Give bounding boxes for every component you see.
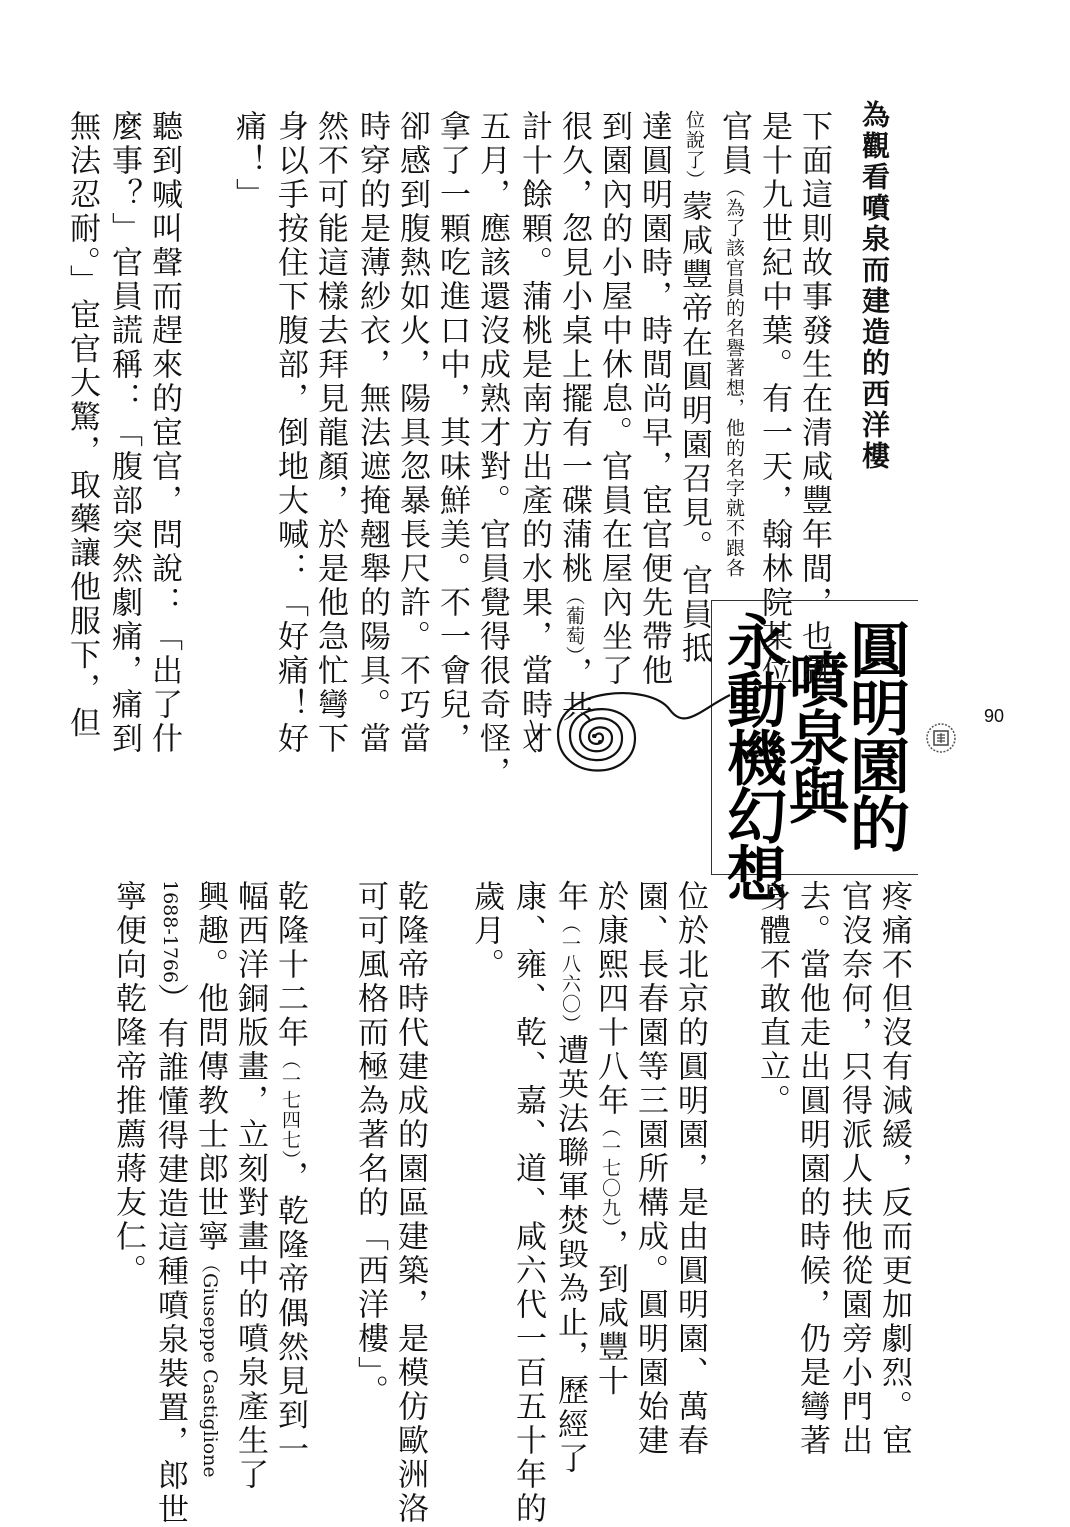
text-segment: 興趣。他問傳教士郎世寧 bbox=[192, 880, 228, 1254]
annotation-note: （葡萄） bbox=[563, 586, 585, 657]
text-segment: 於康熙四十八年 bbox=[592, 880, 628, 1118]
text-line bbox=[152, 880, 188, 1527]
text-segment: 年 bbox=[552, 880, 588, 914]
text-line: 痛！」 bbox=[230, 110, 266, 212]
text-line: 可可風格而極為著名的「西洋樓」。 bbox=[352, 880, 388, 1409]
text-segment: 官員 bbox=[716, 110, 752, 178]
text-segment: ，共 bbox=[556, 656, 592, 725]
text-line: 到園內的小屋中休息。官員在屋內坐了 bbox=[596, 110, 632, 688]
chapter-title-line-1: 圓明園的 bbox=[840, 619, 910, 851]
text-segment: 蒙咸豐帝在圓明園召見。官員抵 bbox=[676, 190, 712, 666]
text-line: 身體不敢直立。 bbox=[754, 880, 790, 1118]
text-line: 去。當他走出圓明園的時候，仍是彎著 bbox=[794, 880, 830, 1458]
text-line bbox=[716, 110, 752, 578]
annotation-note: （為了該官員的名譽著想，他的名字就不跟各 bbox=[723, 178, 745, 578]
annotation-note: （一七四七） bbox=[279, 1050, 301, 1161]
annotation-note: 1688-1766 bbox=[159, 880, 181, 984]
text-line bbox=[556, 110, 592, 725]
text-line: 官沒奈何，只得派人扶他從園旁小門出 bbox=[836, 880, 872, 1458]
text-line: 疼痛不但沒有減緩，反而更加劇烈。宦 bbox=[876, 880, 912, 1458]
annotation-note: （一七〇九） bbox=[599, 1118, 621, 1229]
text-line: 聽到喊叫聲而趕來的宦官，問說：「出了什 bbox=[146, 110, 182, 756]
text-line: 歲月。 bbox=[468, 880, 504, 982]
annotation-note: 位說了） bbox=[683, 110, 705, 190]
text-line bbox=[592, 880, 628, 1399]
section-heading: 為觀看噴泉而建造的西洋樓 bbox=[858, 100, 891, 472]
text-line: 然不可能這樣去拜見龍顏，於是他急忙彎下 bbox=[312, 110, 348, 756]
text-line: 是十九世紀中葉。有一天，翰林院某位 bbox=[756, 110, 792, 688]
text-segment: ，到咸豐十 bbox=[592, 1228, 628, 1399]
text-line: 乾隆帝時代建成的園區建築，是模仿歐洲洛 bbox=[392, 880, 428, 1526]
annotation-note: （Giuseppe Castiglione bbox=[199, 1254, 221, 1478]
seal-icon bbox=[925, 722, 957, 754]
text-line bbox=[192, 880, 228, 1478]
text-line: 園、長春園等三園所構成。圓明園始建 bbox=[632, 880, 668, 1458]
text-line: 幅西洋銅版畫，立刻對畫中的噴泉產生了 bbox=[232, 880, 268, 1492]
page-number: 90 bbox=[984, 706, 1005, 726]
text-line: 麼事？」官員謊稱：「腹部突然劇痛，痛到 bbox=[106, 110, 142, 756]
chapter-title-line-2: 噴泉與 bbox=[779, 649, 849, 823]
text-segment: ，乾隆帝偶然見到一 bbox=[272, 1160, 308, 1467]
text-line bbox=[552, 880, 588, 1476]
annotation-note: （一八六〇） bbox=[559, 914, 581, 1034]
text-line: 五月，應該還沒成熟才對。官員覺得很奇怪， bbox=[474, 110, 510, 790]
text-segment: 乾隆十二年 bbox=[272, 880, 308, 1050]
text-line: 下面這則故事發生在清咸豐年間，也就 bbox=[796, 110, 832, 688]
text-line bbox=[676, 110, 712, 666]
text-line bbox=[272, 880, 308, 1467]
text-line: 無法忍耐。」宦官大驚，取藥讓他服下，但 bbox=[64, 110, 100, 741]
text-segment: ）有誰懂得建造這種噴泉裝置，郎世 bbox=[152, 983, 188, 1527]
text-line: 寧便向乾隆帝推薦蔣友仁。 bbox=[110, 880, 146, 1288]
text-segment: 很久，忽見小桌上擺有一碟蒲桃 bbox=[556, 110, 592, 586]
text-line: 身以手按住下腹部，倒地大喊：「好痛！好 bbox=[272, 110, 308, 756]
text-line: 達圓明園時，時間尚早，宦官便先帶他 bbox=[636, 110, 672, 688]
text-line: 時穿的是薄紗衣，無法遮掩翹舉的陽具。當 bbox=[354, 110, 390, 756]
text-line: 計十餘顆。蒲桃是南方出產的水果，當時才 bbox=[516, 110, 552, 756]
text-line: 康、雍、乾、嘉、道、咸六代一百五十年的 bbox=[510, 880, 546, 1526]
chapter-title-line-3: 永動機幻想 bbox=[717, 611, 787, 901]
text-segment: 遭英法聯軍焚毀為止，歷經了 bbox=[552, 1034, 588, 1476]
text-line: 拿了一顆吃進口中，其味鮮美。不一會兒， bbox=[434, 110, 470, 756]
text-line: 位於北京的圓明園，是由圓明園、萬春 bbox=[672, 880, 708, 1458]
text-line: 卻感到腹熱如火，陽具忽暴長尺許。不巧當 bbox=[394, 110, 430, 756]
